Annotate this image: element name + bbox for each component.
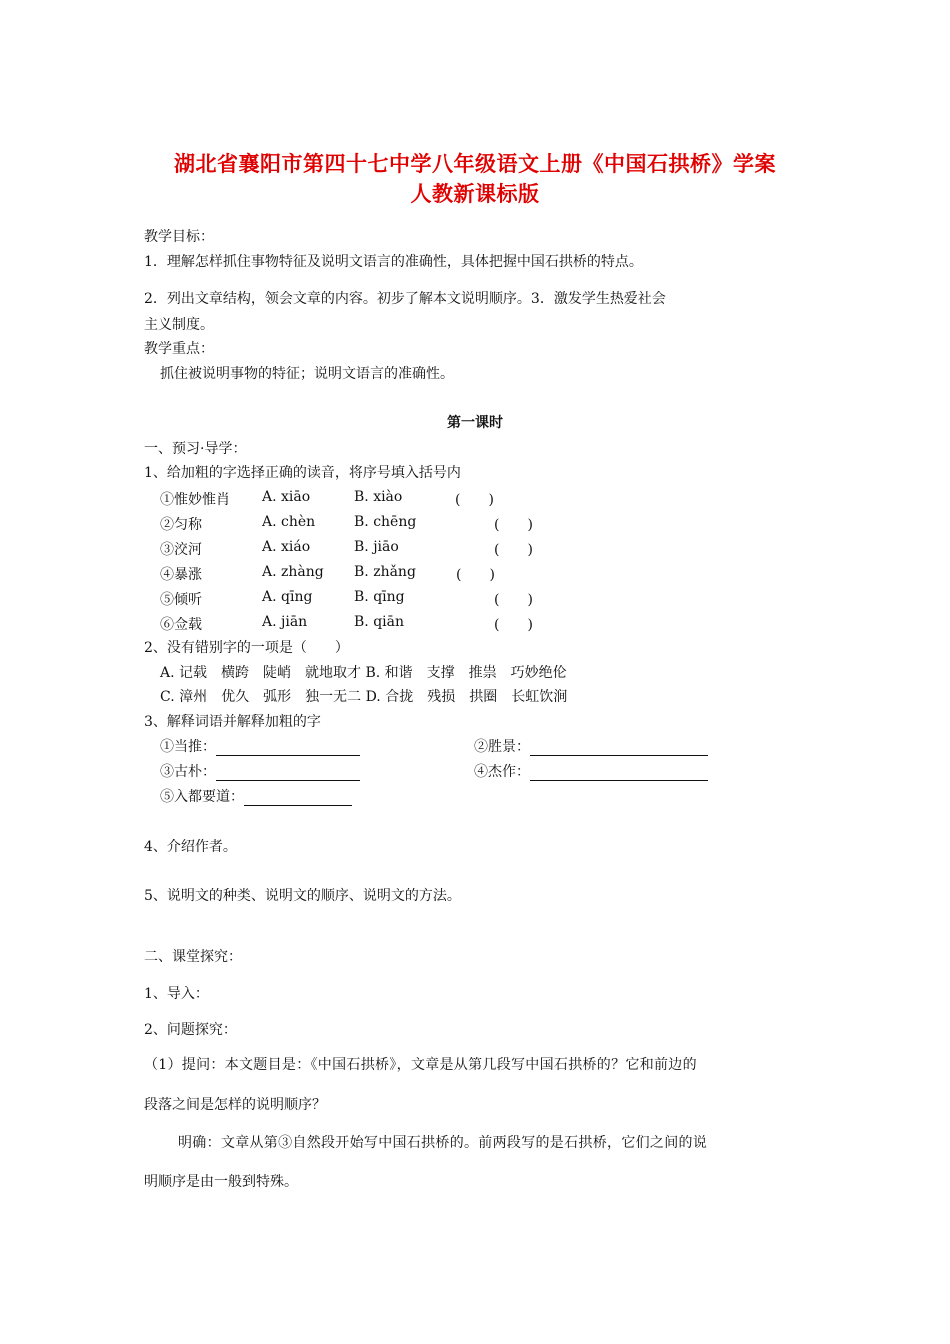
document-title-line-1: 湖北省襄阳市第四十七中学八年级语文上册《中国石拱桥》学案: [174, 152, 776, 176]
pinyin-option-b: B. xiào: [354, 489, 403, 505]
section-preview-heading: 一、预习·导学：: [144, 441, 247, 457]
inquiry-question-line-2: 段落之间是怎样的说明顺序？: [144, 1097, 326, 1113]
answer-blank[interactable]: ( ): [456, 567, 495, 583]
section-inquiry-heading: 二、课堂探究：: [144, 949, 242, 965]
term-row: [474, 763, 708, 781]
inquiry-step-1: 1、导入：: [144, 986, 209, 1002]
pinyin-word: ③洨河: [160, 542, 202, 558]
answer-blank[interactable]: ( ): [494, 542, 533, 558]
term-label: ③古朴：: [160, 764, 216, 780]
pinyin-option-b: B. zhǎng: [354, 564, 416, 580]
term-row: [160, 738, 360, 756]
term-label: ④杰作：: [474, 764, 530, 780]
pinyin-option-a: A. qīng: [262, 589, 313, 605]
pinyin-option-b: B. chēng: [354, 514, 417, 530]
answer-line[interactable]: [244, 791, 352, 806]
answer-line[interactable]: [216, 766, 360, 781]
inquiry-step-2: 2、问题探究：: [144, 1022, 237, 1038]
question-2: 2、没有错别字的一项是（ ）: [144, 640, 349, 656]
goal-item-2-line-1: 2．列出文章结构，领会文章的内容。初步了解本文说明顺序。3．激发学生热爱社会: [144, 291, 666, 307]
pinyin-word: ②匀称: [160, 517, 202, 533]
inquiry-answer-line-2: 明顺序是由一般到特殊。: [144, 1174, 298, 1190]
pinyin-word: ①惟妙惟肖: [160, 492, 230, 508]
pinyin-option-a: A. zhàng: [262, 564, 324, 580]
pinyin-option-b: B. qiān: [354, 614, 404, 630]
term-row: [160, 788, 352, 806]
term-row: [474, 738, 708, 756]
goals-heading: 教学目标：: [144, 229, 214, 245]
answer-blank[interactable]: ( ): [455, 492, 494, 508]
document-title-line-2: 人教新课标版: [410, 182, 540, 206]
question-2-options-cd: C. 漳州 优久 弧形 独一无二 D. 合拢 残损 拱圈 长虹饮涧: [160, 689, 568, 705]
goal-item-1: 1．理解怎样抓住事物特征及说明文语言的准确性，具体把握中国石拱桥的特点。: [144, 254, 643, 270]
question-5: 5、说明文的种类、说明文的顺序、说明文的方法。: [144, 888, 461, 904]
pinyin-word: ⑥佥载: [160, 617, 202, 633]
lesson-heading: 第一课时: [447, 415, 503, 431]
question-1: 1、给加粗的字选择正确的读音，将序号填入括号内: [144, 465, 461, 481]
pinyin-option-a: A. xiáo: [262, 539, 311, 555]
answer-blank[interactable]: ( ): [494, 517, 533, 533]
pinyin-option-a: A. jiān: [262, 614, 308, 630]
term-label: ②胜景：: [474, 739, 530, 755]
answer-blank[interactable]: ( ): [494, 617, 533, 633]
term-row: [160, 763, 360, 781]
pinyin-option-b: B. jiāo: [354, 539, 399, 555]
pinyin-option-a: A. chèn: [262, 514, 316, 530]
goal-item-2-line-2: 主义制度。: [144, 317, 214, 333]
pinyin-word: ④暴涨: [160, 567, 202, 583]
focus-heading: 教学重点：: [144, 341, 214, 357]
focus-text: 抓住被说明事物的特征；说明文语言的准确性。: [160, 366, 454, 382]
term-label: ⑤入都要道：: [160, 789, 244, 805]
answer-line[interactable]: [530, 741, 708, 756]
answer-line[interactable]: [530, 766, 708, 781]
term-label: ①当推：: [160, 739, 216, 755]
pinyin-word: ⑤倾听: [160, 592, 202, 608]
pinyin-option-a: A. xiāo: [262, 489, 311, 505]
question-3: 3、解释词语并解释加粗的字: [144, 714, 321, 730]
question-2-options-ab: A. 记载 横跨 陡峭 就地取才 B. 和谐 支撑 推祟 巧妙绝伦: [160, 665, 567, 681]
pinyin-option-b: B. qīng: [354, 589, 405, 605]
answer-line[interactable]: [216, 741, 360, 756]
inquiry-answer-line-1: 明确：文章从第③自然段开始写中国石拱桥的。前两段写的是石拱桥，它们之间的说: [178, 1135, 708, 1151]
question-4: 4、介绍作者。: [144, 839, 237, 855]
answer-blank[interactable]: ( ): [494, 592, 533, 608]
inquiry-question-line-1: （1）提问：本文题目是：《中国石拱桥》，文章是从第几段写中国石拱桥的？它和前边的: [144, 1057, 697, 1073]
